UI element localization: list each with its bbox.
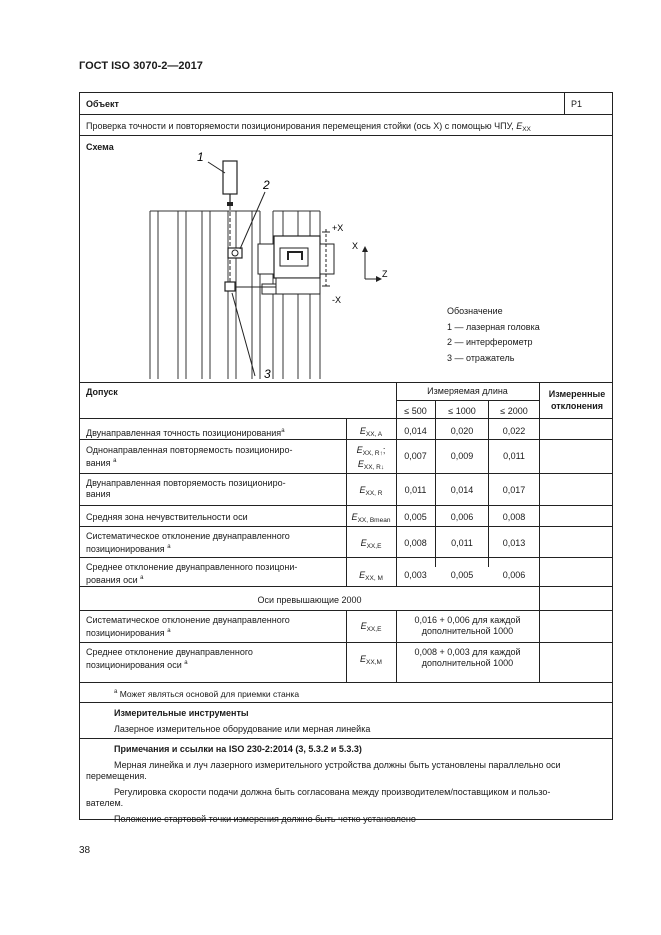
row-value-formula bbox=[396, 615, 539, 637]
object-symbol: E bbox=[516, 121, 523, 131]
row-symbol bbox=[346, 445, 396, 473]
measured-length-header: Измеряемая длина bbox=[427, 386, 508, 396]
rule bbox=[396, 400, 539, 401]
page-number: 38 bbox=[79, 845, 91, 856]
instruments-title: Измерительные инструменты bbox=[114, 708, 249, 718]
instruments-text: Лазерное измерительное оборудование или мерная линейка bbox=[114, 724, 371, 734]
sym-sub: XX, R bbox=[365, 490, 383, 497]
axis-x-label: X bbox=[352, 241, 359, 251]
row-name: Среднее отклонение двунаправленного bbox=[86, 647, 253, 657]
rule bbox=[80, 610, 612, 611]
rule bbox=[539, 382, 540, 586]
row-symbol bbox=[346, 538, 396, 550]
row-name-2: позиционирования оси bbox=[86, 660, 182, 670]
object-label: Объект bbox=[86, 99, 119, 109]
laser-head bbox=[223, 161, 237, 194]
code-divider bbox=[564, 93, 565, 114]
row-name-2: вания bbox=[86, 458, 111, 468]
row-sup: a bbox=[184, 660, 188, 666]
legend-item-1: 1 — лазерная головка bbox=[447, 321, 540, 332]
rule bbox=[80, 702, 612, 703]
sym-sub: XX, A bbox=[365, 431, 383, 438]
table-row bbox=[86, 445, 292, 469]
row-name: Двунаправленная точность позиционирования bbox=[86, 428, 282, 438]
table-row bbox=[86, 562, 297, 586]
rule bbox=[80, 526, 612, 527]
legend-item-3: 3 — отражатель bbox=[447, 352, 515, 363]
sym2-sub: XX, R↓ bbox=[363, 464, 385, 471]
document-header: ГОСТ ISO 3070-2—2017 bbox=[79, 60, 203, 72]
row-sup: a bbox=[167, 628, 171, 634]
row-name: Однонаправленная повторяемость позициониро- bbox=[86, 445, 293, 455]
table-row bbox=[86, 531, 290, 555]
row-name: Двунаправленная повторяемость позициониро- bbox=[86, 478, 286, 488]
column-left bbox=[150, 211, 260, 379]
rule bbox=[396, 382, 397, 586]
value-line-1: 0,008 + 0,003 для каждой bbox=[414, 647, 521, 657]
sym-sub: XX, R↑ bbox=[362, 450, 383, 457]
row-symbol bbox=[346, 512, 396, 524]
notes-body bbox=[86, 760, 608, 825]
row-value-2000: 0,006 bbox=[502, 570, 526, 580]
row-name: Систематическое отклонение двунаправленного bbox=[86, 615, 290, 625]
row-value-2000: 0,022 bbox=[502, 426, 526, 436]
row-value-500: 0,007 bbox=[404, 451, 427, 461]
scheme-label: Схема bbox=[86, 142, 114, 152]
footnote bbox=[114, 689, 299, 699]
row-value-1000: 0,020 bbox=[450, 426, 474, 436]
legend-title: Обозначение bbox=[447, 306, 503, 316]
legend-item-2: 2 — интерферометр bbox=[447, 337, 533, 347]
footnote-mark: a bbox=[114, 689, 118, 696]
tolerance-label: Допуск bbox=[86, 387, 118, 397]
row-name-2: рования оси bbox=[86, 575, 138, 585]
row-value-500: 0,014 bbox=[404, 426, 427, 436]
row-sup: a bbox=[281, 428, 285, 434]
length-col-1000: ≤ 1000 bbox=[448, 406, 476, 416]
axis-minus-x: -X bbox=[332, 295, 341, 305]
row-value-500: 0,005 bbox=[404, 512, 427, 522]
object-description-text: Проверка точности и повторяемости позиционирования перемещения стойки (ось X) с помощью ЧПУ, bbox=[86, 121, 514, 131]
axis-z-label: Z bbox=[382, 269, 388, 279]
table-row bbox=[86, 647, 253, 671]
footnote-text: Может являться основой для приемки станка bbox=[119, 689, 300, 699]
sym: E bbox=[360, 621, 367, 631]
row-sup: a bbox=[167, 544, 171, 550]
row-sup: a bbox=[113, 458, 117, 464]
notes-title: Примечания и ссылки на ISO 230-2:2014 (3, 5.3.2 и 5.3.3) bbox=[114, 744, 362, 754]
rule bbox=[80, 738, 612, 739]
sym-sub: XX,M bbox=[366, 659, 382, 666]
row-value-2000: 0,013 bbox=[502, 538, 526, 548]
sym-sub: XX, M bbox=[365, 575, 383, 582]
rule bbox=[80, 505, 612, 506]
length-col-500: ≤ 500 bbox=[404, 406, 427, 416]
reflector bbox=[225, 282, 235, 291]
rule bbox=[80, 586, 612, 587]
table-row bbox=[86, 478, 286, 500]
sym: E bbox=[359, 426, 366, 436]
measured-deviations-header: Измеренные отклонения bbox=[548, 389, 606, 411]
note-p3: Положение стартовой точки измерения должно быть четко установлено bbox=[114, 814, 416, 824]
rule bbox=[80, 682, 612, 683]
sym: E bbox=[360, 654, 367, 664]
sym2: E bbox=[357, 459, 364, 469]
row-value-500: 0,011 bbox=[404, 485, 427, 495]
rule bbox=[346, 418, 347, 586]
callout-3: 3 bbox=[264, 367, 271, 381]
row-value-1000: 0,009 bbox=[450, 451, 474, 461]
row-value-2000: 0,008 bbox=[502, 512, 526, 522]
sym: E bbox=[360, 538, 367, 548]
table-row: Средняя зона нечувствительности оси bbox=[86, 512, 248, 522]
rule bbox=[80, 473, 612, 474]
note-p2-line1: Регулировка скорости подачи должна быть согласована между производителем/поставщиком и пользо- bbox=[114, 787, 551, 797]
rule bbox=[539, 610, 540, 682]
row-name-2: вания bbox=[86, 489, 111, 499]
table-row bbox=[86, 615, 290, 639]
note-p1-line2: перемещения. bbox=[86, 771, 147, 781]
sym-sub: XX,E bbox=[366, 626, 382, 633]
row-name: Систематическое отклонение двунаправленного bbox=[86, 531, 290, 541]
row-symbol bbox=[346, 570, 396, 582]
sym: E bbox=[356, 445, 363, 455]
sym-sub: XX, Bmean bbox=[357, 517, 391, 524]
row-symbol bbox=[346, 426, 396, 440]
rule bbox=[80, 439, 612, 440]
rule bbox=[80, 114, 612, 115]
sym-suffix: ; bbox=[382, 445, 386, 455]
rule bbox=[539, 586, 540, 610]
value-line-2: дополнительной 1000 bbox=[421, 658, 514, 668]
row-symbol bbox=[346, 485, 396, 497]
row-symbol bbox=[346, 621, 396, 633]
row-value-2000: 0,011 bbox=[503, 451, 525, 461]
row-value-1000: 0,014 bbox=[450, 485, 474, 495]
row-name: Среднее отклонение двунаправленного позицони- bbox=[86, 562, 298, 572]
rule bbox=[80, 557, 612, 558]
scheme-legend bbox=[447, 304, 540, 366]
sym: E bbox=[359, 570, 366, 580]
table-row bbox=[86, 426, 285, 439]
rule bbox=[80, 418, 612, 419]
value-line-1: 0,016 + 0,006 для каждой bbox=[414, 615, 521, 625]
sym: E bbox=[359, 485, 366, 495]
row-value-2000: 0,017 bbox=[502, 485, 526, 495]
object-code: P1 bbox=[571, 99, 583, 109]
row-symbol bbox=[346, 654, 396, 666]
callout-1: 1 bbox=[197, 150, 204, 164]
length-col-2000: ≤ 2000 bbox=[500, 406, 528, 416]
row-value-500: 0,003 bbox=[404, 570, 427, 580]
row-name-2: позиционирования bbox=[86, 628, 165, 638]
object-description bbox=[86, 121, 531, 133]
axes-over-heading: Оси превышающие 2000 bbox=[257, 595, 362, 605]
object-symbol-sub: XX bbox=[522, 126, 531, 133]
row-sup: a bbox=[140, 575, 144, 581]
row-value-1000: 0,011 bbox=[451, 538, 473, 548]
row-value-1000: 0,006 bbox=[450, 512, 474, 522]
axis-plus-x: +X bbox=[332, 223, 344, 233]
test-sheet-table bbox=[79, 92, 613, 824]
note-p2-line2: вателем. bbox=[86, 798, 124, 808]
row-value-formula bbox=[396, 647, 539, 669]
row-value-1000: 0,005 bbox=[450, 570, 474, 580]
sym-sub: XX,E bbox=[366, 543, 382, 550]
row-name-2: позиционирования bbox=[86, 544, 165, 554]
row-value-500: 0,008 bbox=[404, 538, 427, 548]
rule bbox=[80, 642, 612, 643]
callout-2: 2 bbox=[263, 178, 270, 192]
note-p1-line1: Мерная линейка и луч лазерного измерительного устройства должны быть установлены параллельно оси bbox=[114, 760, 561, 770]
value-line-2: дополнительной 1000 bbox=[421, 626, 514, 636]
sym: E bbox=[351, 512, 358, 522]
rule bbox=[80, 382, 612, 383]
